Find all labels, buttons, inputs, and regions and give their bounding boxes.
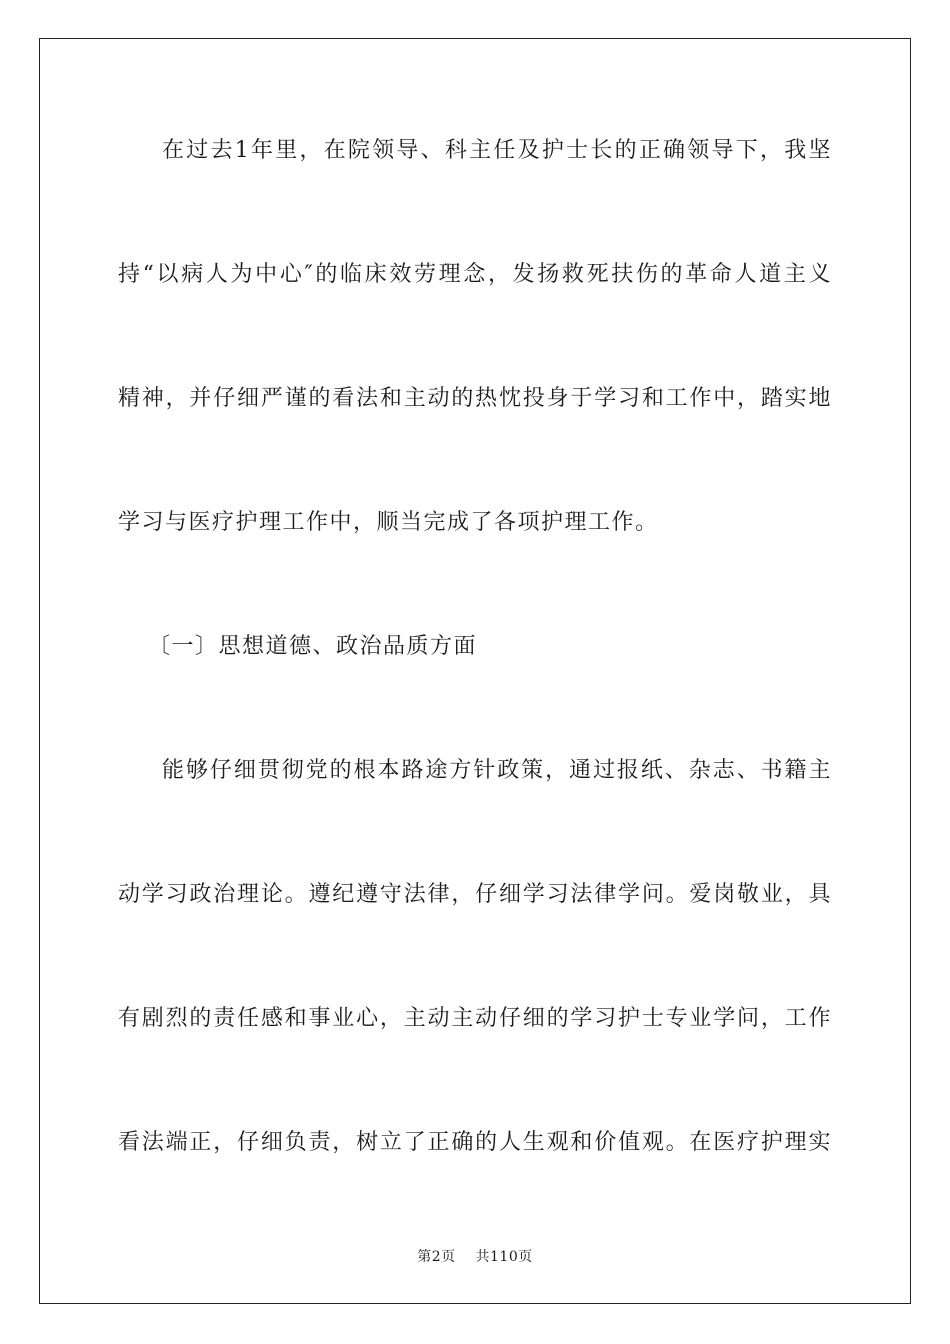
section-heading: 〔一〕思想道德、政治品质方面 [148, 634, 478, 659]
page-total: 共110页 [475, 1249, 533, 1265]
paragraph-line-5: 能够仔细贯彻党的根本路途方针政策，通过报纸、杂志、书籍主 [162, 758, 832, 783]
page-footer [0, 1248, 950, 1266]
paragraph-line-7: 有剧烈的责任感和事业心，主动主动仔细的学习护士专业学问，工作 [118, 1006, 832, 1031]
page-border [39, 38, 911, 1304]
paragraph-line-8: 看法端正，仔细负责，树立了正确的人生观和价值观。在医疗护理实 [118, 1130, 832, 1155]
paragraph-line-3: 精神，并仔细严谨的看法和主动的热忱投身于学习和工作中，踏实地 [118, 386, 832, 411]
paragraph-line-4: 学习与医疗护理工作中，顺当完成了各项护理工作。 [118, 510, 659, 535]
paragraph-line-1: 在过去1年里，在院领导、科主任及护士长的正确领导下，我坚 [162, 138, 832, 163]
paragraph-line-2: 持“以病人为中心″的临床效劳理念，发扬救死扶伤的革命人道主义 [118, 262, 832, 287]
paragraph-line-6: 动学习政治理论。遵纪遵守法律，仔细学习法律学问。爱岗敬业，具 [118, 882, 832, 907]
page-number: 第2页 [417, 1249, 456, 1265]
